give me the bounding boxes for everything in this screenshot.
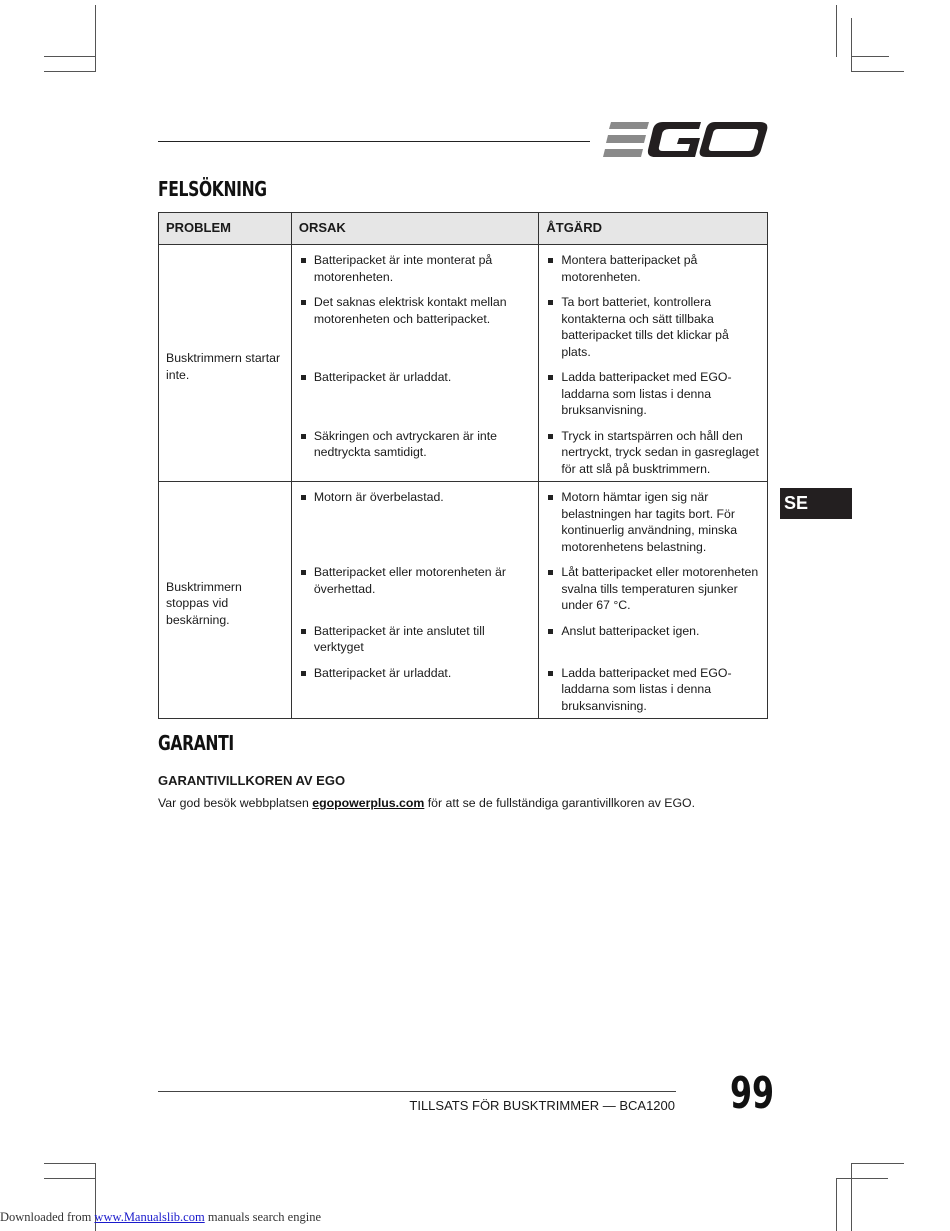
remedy-item: Låt batteripacket eller motorenheten svalna tills temperaturen sjunker under 67 °C. xyxy=(546,564,760,623)
page-number: 99 xyxy=(730,1068,775,1119)
remedy-item: Motorn hämtar igen sig när belastningen har tagits bort. För kontinuerlig användning, minska motorenhetens belastning. xyxy=(546,489,760,564)
cause-item: Batteripacket är urladdat. xyxy=(299,369,532,395)
cause-item: Batteripacket eller motorenheten är överhettad. xyxy=(299,564,532,606)
footer-title: TILLSATS FÖR BUSKTRIMMER — BCA1200 xyxy=(409,1098,675,1113)
warranty-subheading: GARANTIVILLKOREN AV EGO xyxy=(158,773,346,788)
remedy-item: Ta bort batteriet, kontrollera kontakterna och sätt tillbaka batteripacket tills det klickar på plats. xyxy=(546,294,760,369)
manualslib-link[interactable]: www.Manualslib.com xyxy=(94,1210,205,1224)
download-note xyxy=(0,1210,321,1225)
warranty-text xyxy=(158,796,695,810)
remedy-item: Ladda batteripacket med EGO-laddarna som listas i denna bruksanvisning. xyxy=(546,369,760,428)
cause-item: Motorn är överbelastad. xyxy=(299,489,532,515)
warranty-title: GARANTI xyxy=(158,731,234,755)
header-problem: PROBLEM xyxy=(159,213,292,245)
remedy-item: Anslut batteripacket igen. xyxy=(546,623,760,649)
problem-cell: Busktrimmern stoppas vid beskärning. xyxy=(159,482,292,719)
header-cause: ORSAK xyxy=(291,213,539,245)
cause-item: Batteripacket är inte monterat på motorenheten. xyxy=(299,252,532,294)
warranty-text-before: Var god besök webbplatsen xyxy=(158,796,313,810)
problem-cell: Busktrimmern startar inte. xyxy=(159,245,292,482)
header-rule xyxy=(158,141,590,142)
download-suffix: manuals search engine xyxy=(204,1210,321,1224)
cause-item: Batteripacket är inte anslutet till verktyget xyxy=(299,623,532,665)
header-remedy: ÅTGÄRD xyxy=(539,213,768,245)
download-prefix: Downloaded from xyxy=(0,1210,95,1224)
troubleshooting-title: FELSÖKNING xyxy=(158,177,267,201)
language-tab: SE xyxy=(780,488,852,519)
remedy-item: Montera batteripacket på motorenheten. xyxy=(546,252,760,294)
remedy-item: Ladda batteripacket med EGO-laddarna som listas i denna bruksanvisning. xyxy=(546,665,760,719)
cause-item: Säkringen och avtryckaren är inte nedtryckta samtidigt. xyxy=(299,428,532,465)
warranty-link[interactable]: egopowerplus.com xyxy=(312,796,425,810)
table-row xyxy=(159,482,768,565)
footer-rule xyxy=(158,1091,676,1092)
troubleshooting-table xyxy=(158,212,768,719)
ego-logo xyxy=(603,120,769,160)
table-header-row xyxy=(159,213,768,245)
table-row xyxy=(159,245,768,295)
warranty-text-after: för att se de fullständiga garantivillkoren av EGO. xyxy=(424,796,696,810)
cause-item: Det saknas elektrisk kontakt mellan motorenheten och batteripacket. xyxy=(299,294,532,336)
cause-item: Batteripacket är urladdat. xyxy=(299,665,532,686)
remedy-item: Tryck in startspärren och håll den nertryckt, tryck sedan in gasreglaget för att slå på busktrimmern. xyxy=(546,428,760,482)
